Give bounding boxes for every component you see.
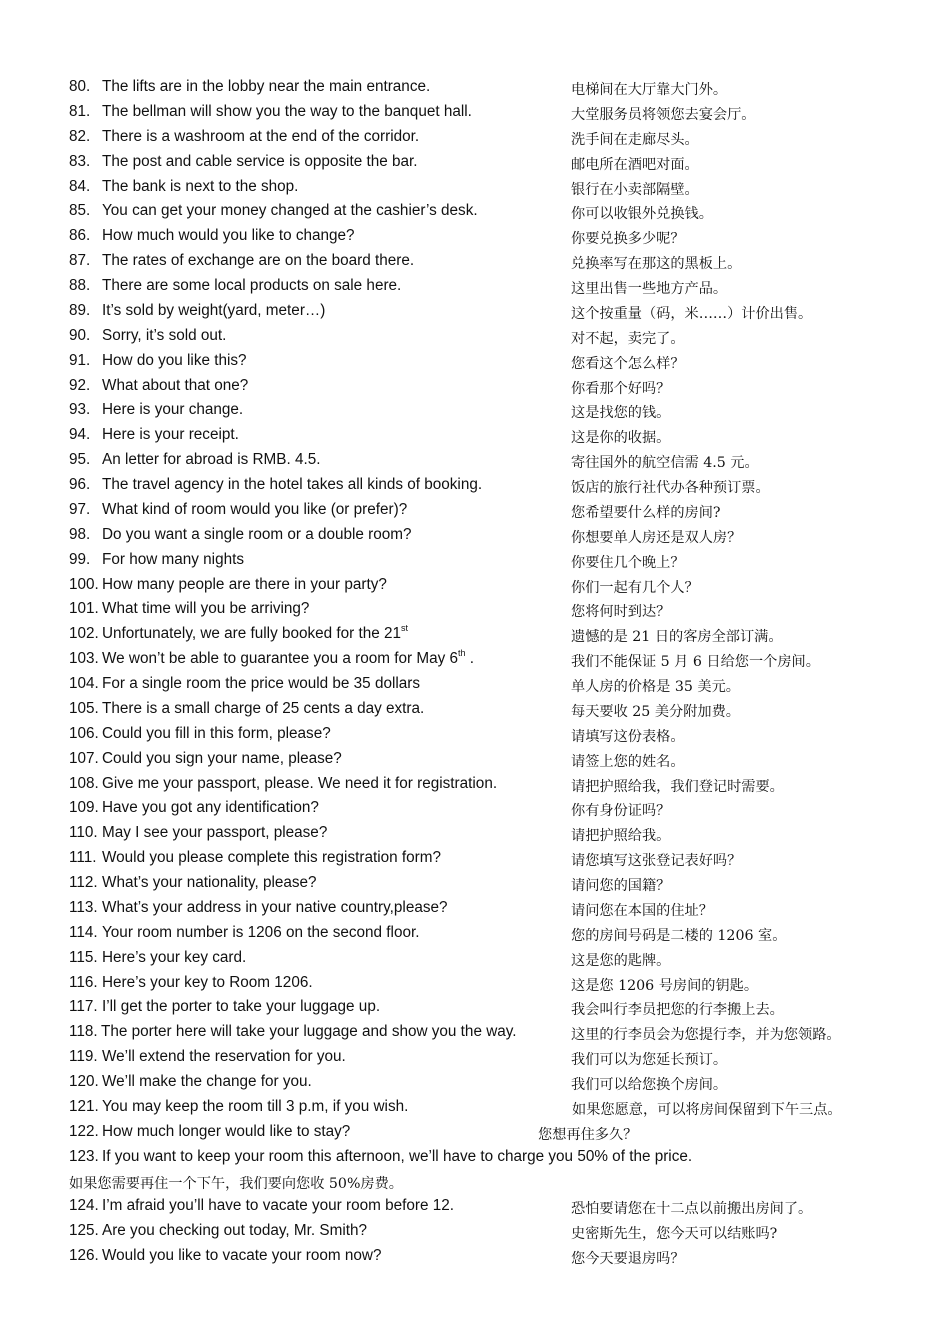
list-item (0, 822, 950, 847)
list-item (0, 1146, 950, 1196)
english-sentence (69, 227, 355, 245)
english-text: How do you like this? (102, 351, 247, 369)
english-sentence (69, 377, 248, 395)
english-sentence (69, 401, 243, 419)
item-number: 120. (69, 1073, 99, 1090)
item-number: 125. (69, 1222, 99, 1240)
english-text: I’m afraid you’ll have to vacate your room before 12. (102, 1197, 455, 1215)
item-number: 115. (69, 948, 98, 966)
chinese-translation: 你可以收银外兑换钱。 (571, 206, 713, 223)
chinese-translation: 请您填写这张登记表好吗？ (571, 853, 742, 870)
english-text: May I see your passport, please? (102, 824, 328, 842)
english-sentence (69, 302, 325, 320)
english-text: An letter for abroad is RMB. 4.5. (102, 451, 321, 469)
item-number: 97. (69, 500, 91, 518)
chinese-translation: 洗手间在走廊尽头。 (571, 131, 699, 148)
chinese-translation: 您希望要什么样的房间? (571, 504, 721, 521)
list-item (0, 549, 950, 574)
item-number: 124. (69, 1197, 99, 1215)
english-sentence (69, 824, 327, 842)
english-sentence (69, 551, 244, 569)
english-text: The bellman will show you the way to the banquet hall. (102, 102, 472, 120)
list-item (0, 399, 950, 424)
chinese-translation: 请签上您的姓名。 (571, 753, 685, 770)
english-sentence (69, 451, 321, 469)
english-text: Give me your passport, please. We need it for registration. (102, 774, 498, 792)
english-sentence (69, 775, 497, 793)
english-text: Could you fill in this form, please? (102, 724, 331, 742)
english-sentence (69, 998, 380, 1016)
item-number: 111. (69, 849, 97, 867)
item-number: 105. (69, 699, 99, 717)
english-sentence (69, 974, 313, 992)
list-item (0, 499, 950, 524)
list-item (0, 151, 950, 176)
item-number: 88. (69, 277, 91, 294)
english-text: Here’s your key card. (102, 948, 247, 966)
english-sentence (69, 476, 482, 494)
item-number: 89. (69, 301, 91, 319)
english-sentence (69, 526, 412, 544)
list-item (0, 748, 950, 773)
english-text: You can get your money changed at the cashier’s desk. (102, 202, 478, 220)
english-sentence (69, 277, 401, 295)
list-item (0, 1220, 950, 1245)
item-number: 95. (69, 451, 91, 469)
item-number: 100. (69, 575, 99, 593)
chinese-translation: 请把护照给我。 (571, 828, 671, 845)
english-sentence (69, 252, 414, 270)
english-text: Here is your receipt. (102, 426, 239, 444)
english-text: Would you like to vacate your room now? (102, 1247, 382, 1265)
item-number: 110. (69, 824, 98, 842)
item-number: 82. (69, 127, 91, 145)
item-number: 102. (69, 625, 99, 643)
list-item (0, 1021, 950, 1046)
english-text: How much would you like to change? (102, 227, 355, 245)
english-sentence (69, 1247, 381, 1265)
english-sentence (69, 202, 478, 220)
chinese-translation: 我会叫行李员把您的行李搬上去。 (571, 1002, 784, 1019)
list-item (0, 847, 950, 872)
english-text: Have you got any identification? (102, 799, 319, 817)
english-sentence (69, 1023, 517, 1041)
list-item (0, 972, 950, 997)
english-sentence (69, 874, 317, 892)
english-text: Could you sign your name, please? (102, 749, 342, 767)
item-number: 83. (69, 152, 91, 170)
english-text: For a single room the price would be 35 dollars (102, 675, 421, 692)
chinese-translation: 这个按重量（码，米……）计价出售。 (571, 305, 813, 322)
chinese-translation: 你们一起有几个人？ (571, 579, 699, 596)
chinese-translation: 你要兑换多少呢？ (571, 231, 685, 248)
english-text: The post and cable service is opposite the bar. (102, 152, 418, 170)
chinese-translation: 遗憾的是 21 日的客房全部订满。 (571, 629, 783, 646)
list-item (0, 574, 950, 599)
english-sentence (69, 128, 419, 146)
english-text: What about that one? (102, 376, 249, 394)
list-item (0, 797, 950, 822)
english-sentence (69, 600, 309, 618)
english-text: Do you want a single room or a double room? (102, 525, 412, 543)
item-number: 108. (69, 774, 99, 792)
english-sentence (69, 426, 239, 444)
english-sentence (69, 1098, 408, 1116)
english-text: There are some local products on sale here. (102, 277, 402, 294)
chinese-translation: 单人房的价格是 35 美元。 (571, 679, 740, 695)
english-text: Are you checking out today, Mr. Smith? (102, 1222, 367, 1240)
item-number: 80. (69, 78, 91, 95)
chinese-translation: 我们可以为您延长预订。 (571, 1052, 728, 1069)
item-number: 112. (69, 874, 98, 891)
chinese-translation: 饭店的旅行社代办各种预订票。 (571, 480, 770, 496)
item-number: 93. (69, 401, 91, 419)
english-sentence (69, 849, 441, 867)
item-number: 107. (69, 749, 99, 767)
chinese-translation: 寄往国外的航空信需 4.5 元。 (571, 455, 759, 472)
list-item (0, 698, 950, 723)
item-number: 122. (69, 1122, 99, 1140)
item-number: 87. (69, 252, 91, 270)
chinese-translation: 请填写这份表格。 (571, 728, 685, 745)
english-text: There is a small charge of 25 cents a day extra. (102, 699, 425, 717)
item-number: 94. (69, 426, 91, 444)
chinese-translation: 如果您需要再住一个下午，我们要向您收 50%房费。 (69, 1175, 403, 1192)
list-item (0, 424, 950, 449)
chinese-translation: 您今天要退房吗？ (571, 1251, 685, 1268)
english-sentence (69, 352, 247, 370)
english-sentence (69, 725, 331, 743)
english-text: Would you please complete this registration form? (102, 849, 441, 867)
list-item (0, 474, 950, 499)
english-sentence (69, 700, 424, 718)
english-sentence (69, 924, 419, 942)
english-sentence (69, 675, 420, 693)
english-text: We won’t be able to guarantee you a room for May 6 (102, 650, 458, 668)
english-text: The rates of exchange are on the board there. (102, 252, 415, 270)
chinese-translation: 你有身份证吗？ (571, 803, 671, 820)
english-sentence (69, 501, 407, 519)
english-text: How many people are there in your party? (102, 575, 387, 593)
english-sentence (69, 1048, 346, 1066)
item-number: 81. (69, 102, 91, 120)
english-text: The porter here will take your luggage and show you the way. (101, 1023, 517, 1041)
english-sentence (69, 899, 448, 917)
list-item (0, 872, 950, 897)
list-item (0, 1071, 950, 1096)
chinese-translation: 这是您 1206 号房间的钥匙。 (571, 977, 759, 994)
list-item (0, 275, 950, 300)
english-text: What’s your address in your native country,please? (102, 898, 448, 916)
chinese-translation: 恐怕要请您在十二点以前搬出房间了。 (571, 1201, 813, 1218)
chinese-translation: 电梯间在大厅靠大门外。 (571, 82, 728, 98)
chinese-translation: 史密斯先生，您今天可以结账吗? (571, 1226, 778, 1243)
english-sentence (69, 750, 342, 768)
item-number: 96. (69, 476, 91, 493)
chinese-translation: 您想再住多久？ (538, 1126, 638, 1143)
list-item (0, 76, 950, 101)
list-item (0, 922, 950, 947)
list-item (0, 1096, 950, 1121)
english-text: Unfortunately, we are fully booked for the 21 (102, 625, 402, 643)
item-number: 101. (69, 600, 99, 618)
item-number: 118. (69, 1023, 98, 1041)
english-text: The bank is next to the shop. (102, 177, 299, 195)
chinese-translation: 这里出售一些地方产品。 (571, 281, 728, 297)
chinese-translation: 您的房间号码是二楼的 1206 室。 (571, 927, 787, 944)
list-item (0, 225, 950, 250)
list-item (0, 598, 950, 623)
english-text: Here is your change. (102, 401, 244, 419)
list-item (0, 773, 950, 798)
item-number: 113. (69, 898, 98, 916)
item-number: 104. (69, 675, 99, 692)
chinese-translation: 请问您的国籍？ (571, 878, 671, 894)
english-text: Here’s your key to Room 1206. (102, 973, 313, 991)
list-item (0, 723, 950, 748)
list-item (0, 524, 950, 549)
list-item (0, 648, 950, 673)
item-number: 99. (69, 550, 91, 568)
phrase-list (0, 76, 950, 1270)
english-text: The lifts are in the lobby near the main entrance. (102, 78, 431, 95)
english-text: You may keep the room till 3 p.m, if you wish. (102, 1097, 409, 1115)
english-text: It’s sold by weight(yard, meter…) (102, 301, 326, 319)
english-sentence (69, 799, 319, 817)
english-sentence (69, 1197, 454, 1215)
list-item (0, 897, 950, 922)
ordinal-suffix: th (458, 648, 466, 659)
item-number: 116. (69, 973, 98, 991)
english-sentence (69, 103, 472, 121)
chinese-translation: 您将何时到达？ (571, 604, 671, 621)
list-item (0, 300, 950, 325)
english-sentence (69, 1148, 692, 1166)
english-sentence (69, 153, 417, 171)
list-item (0, 126, 950, 151)
item-number: 84. (69, 177, 91, 195)
list-item (0, 1245, 950, 1270)
chinese-translation: 银行在小卖部隔壁。 (571, 181, 699, 198)
english-text: The travel agency in the hotel takes all kinds of booking. (102, 476, 483, 493)
item-number: 92. (69, 376, 91, 394)
list-item (0, 1046, 950, 1071)
list-item (0, 350, 950, 375)
chinese-translation: 大堂服务员将领您去宴会厅。 (571, 106, 756, 123)
english-text: We’ll make the change for you. (102, 1073, 312, 1090)
chinese-translation: 我们不能保证 5 月 6 日给您一个房间。 (571, 654, 820, 671)
chinese-translation: 你想要单人房还是双人房？ (571, 529, 742, 546)
chinese-translation: 对不起，卖完了。 (571, 330, 685, 347)
english-sentence (69, 625, 408, 643)
english-text: For how many nights (102, 550, 244, 568)
english-sentence (69, 178, 298, 196)
english-text: What kind of room would you like (or prefer)? (102, 500, 408, 518)
item-number: 123. (69, 1147, 99, 1165)
item-number: 85. (69, 202, 91, 220)
item-number: 117. (69, 998, 98, 1016)
item-number: 103. (69, 650, 99, 668)
item-number: 114. (69, 923, 98, 941)
list-item (0, 673, 950, 698)
item-number: 119. (69, 1048, 98, 1066)
list-item (0, 623, 950, 648)
chinese-translation: 这是您的匙牌。 (571, 952, 671, 969)
item-number: 91. (69, 351, 91, 369)
item-number: 109. (69, 799, 99, 817)
english-sentence (69, 949, 246, 967)
english-sentence (69, 327, 226, 345)
english-text: We’ll extend the reservation for you. (102, 1048, 346, 1066)
english-sentence (69, 1123, 350, 1141)
english-sentence (69, 1222, 367, 1240)
item-number: 98. (69, 525, 91, 543)
chinese-translation: 请把护照给我，我们登记时需要。 (571, 778, 784, 795)
english-sentence (69, 1073, 312, 1091)
english-text: How much longer would like to stay? (102, 1122, 351, 1140)
english-text: I’ll get the porter to take your luggage up. (102, 998, 381, 1016)
chinese-translation: 请问您在本国的住址？ (571, 902, 713, 919)
chinese-translation: 你看那个好吗？ (571, 380, 671, 397)
chinese-translation: 邮电所在酒吧对面。 (571, 156, 699, 173)
chinese-translation: 这里的行李员会为您提行李，并为您领路。 (571, 1027, 841, 1044)
english-text: There is a washroom at the end of the corridor. (102, 127, 420, 145)
item-number: 90. (69, 326, 91, 344)
item-number: 106. (69, 724, 99, 742)
english-text: If you want to keep your room this afternoon, we’ll have to charge you 50% of the price. (102, 1147, 693, 1165)
english-text: Sorry, it’s sold out. (102, 326, 227, 344)
ordinal-suffix: st (401, 623, 409, 634)
list-item (0, 947, 950, 972)
list-item (0, 325, 950, 350)
item-number: 126. (69, 1247, 99, 1265)
english-sentence (69, 78, 430, 96)
list-item (0, 996, 950, 1021)
item-number: 86. (69, 227, 91, 245)
chinese-translation: 如果您愿意，可以将房间保留到下午三点。 (572, 1101, 842, 1118)
list-item (0, 375, 950, 400)
chinese-translation: 兑换率写在那这的黑板上。 (571, 256, 742, 273)
chinese-translation: 这是找您的钱。 (571, 405, 671, 422)
chinese-translation: 我们可以给您换个房间。 (571, 1077, 728, 1093)
chinese-translation: 你要住几个晚上？ (571, 554, 685, 571)
item-number: 121. (69, 1097, 99, 1115)
english-sentence (69, 650, 474, 668)
list-item (0, 449, 950, 474)
list-item (0, 200, 950, 225)
chinese-translation: 您看这个怎么样？ (571, 355, 685, 372)
list-item (0, 1195, 950, 1220)
chinese-translation: 每天要收 25 美分附加费。 (571, 703, 740, 720)
english-tail: . (465, 650, 475, 668)
list-item (0, 176, 950, 201)
list-item (0, 101, 950, 126)
english-sentence (69, 576, 387, 594)
english-text: What’s your nationality, please? (102, 874, 317, 891)
list-item (0, 1121, 950, 1146)
list-item (0, 250, 950, 275)
chinese-translation: 这是你的收据。 (571, 430, 671, 447)
english-text: Your room number is 1206 on the second floor. (102, 923, 420, 941)
english-text: What time will you be arriving? (102, 600, 310, 618)
